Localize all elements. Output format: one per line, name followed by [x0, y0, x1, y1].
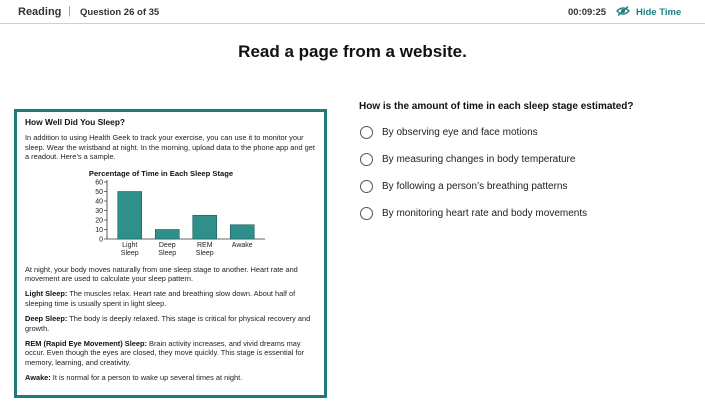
- stage-awake: [25, 373, 315, 382]
- answer-option-b[interactable]: [360, 153, 575, 166]
- chart-bar: [155, 229, 179, 239]
- y-tick-label: 30: [95, 207, 103, 215]
- top-bar: [0, 0, 705, 24]
- sleep-chart: [25, 168, 315, 262]
- answer-option-c[interactable]: [360, 180, 567, 193]
- x-tick-label: Sleep: [158, 249, 177, 257]
- stage-awake-term: Awake:: [25, 373, 51, 383]
- answer-option-label[interactable]: By monitoring heart rate and body movements: [382, 208, 588, 219]
- x-tick-label: Deep: [158, 241, 176, 249]
- stage-awake-text: It is normal for a person to wake up several times at night.: [50, 373, 243, 383]
- stage-deep-term: Deep Sleep:: [25, 314, 68, 324]
- eye-slash-icon: [616, 3, 630, 21]
- y-tick-label: 60: [95, 179, 103, 187]
- answer-option-a[interactable]: [360, 126, 538, 139]
- passage-body: At night, your body moves naturally from one sleep stage to another. Heart rate and movement are used to calculate your sleep pattern.: [25, 264, 298, 284]
- y-tick-label: 40: [95, 198, 103, 206]
- stage-light-term: Light Sleep:: [25, 289, 68, 299]
- chart-bar: [230, 224, 254, 238]
- passage-heading: How Well Did You Sleep?: [25, 117, 126, 127]
- stage-light: [25, 289, 315, 308]
- stage-rem-term: REM (Rapid Eye Movement) Sleep:: [25, 339, 147, 349]
- answer-option-label[interactable]: By measuring changes in body temperature: [382, 154, 576, 165]
- x-tick-label: Sleep: [195, 249, 214, 257]
- stage-deep: [25, 314, 315, 333]
- y-tick-label: 20: [95, 217, 103, 225]
- page-title: Read a page from a website.: [238, 42, 467, 61]
- timer: 00:09:25: [568, 7, 607, 18]
- y-tick-label: 50: [95, 188, 103, 196]
- x-tick-label: Light: [122, 241, 138, 249]
- passage-intro: In addition to using Health Geek to track your exercise, you can use it to monitor your sleep. Wear the wristband at night. In the morning, upload data to the phone app and get a readout. Here’s a sample.: [25, 133, 315, 162]
- radio-button[interactable]: [360, 207, 373, 220]
- answer-option-label[interactable]: By following a person’s breathing patterns: [382, 181, 568, 192]
- y-tick-label: 0: [99, 236, 103, 244]
- header-separator: |: [68, 5, 71, 17]
- sleep-chart-svg: [25, 168, 315, 262]
- hide-time-label: Hide Time: [636, 6, 682, 18]
- radio-button[interactable]: [360, 153, 373, 166]
- stage-light-text: The muscles relax. Heart rate and breathing slow down. About half of sleeping time is usually spent in light sleep.: [25, 289, 296, 308]
- x-tick-label: Sleep: [120, 249, 139, 257]
- answer-option-d[interactable]: [360, 207, 587, 220]
- stage-rem: [25, 339, 315, 367]
- question-text: How is the amount of time in each sleep stage estimated?: [359, 101, 634, 112]
- stage-rem-text: Brain activity increases, and vivid dreams may occur. Even though the eyes are closed, they move quickly. This stage is essential for memory, learning, and creativity.: [25, 339, 305, 367]
- stage-deep-text: The body is deeply relaxed. This stage is critical for physical recovery and growth.: [25, 314, 311, 333]
- answer-option-label[interactable]: By observing eye and face motions: [382, 127, 538, 138]
- radio-button[interactable]: [360, 180, 373, 193]
- hide-time-button[interactable]: [616, 4, 681, 20]
- radio-button[interactable]: [360, 126, 373, 139]
- question-counter: Question 26 of 35: [80, 7, 160, 18]
- chart-bar: [118, 191, 142, 239]
- x-tick-label: REM: [196, 241, 213, 249]
- y-tick-label: 10: [95, 226, 103, 234]
- chart-bar: [193, 215, 217, 239]
- x-tick-label: Awake: [231, 241, 253, 249]
- passage-panel: [14, 109, 327, 398]
- chart-title: Percentage of Time in Each Sleep Stage: [88, 168, 234, 178]
- section-label: Reading: [18, 6, 62, 18]
